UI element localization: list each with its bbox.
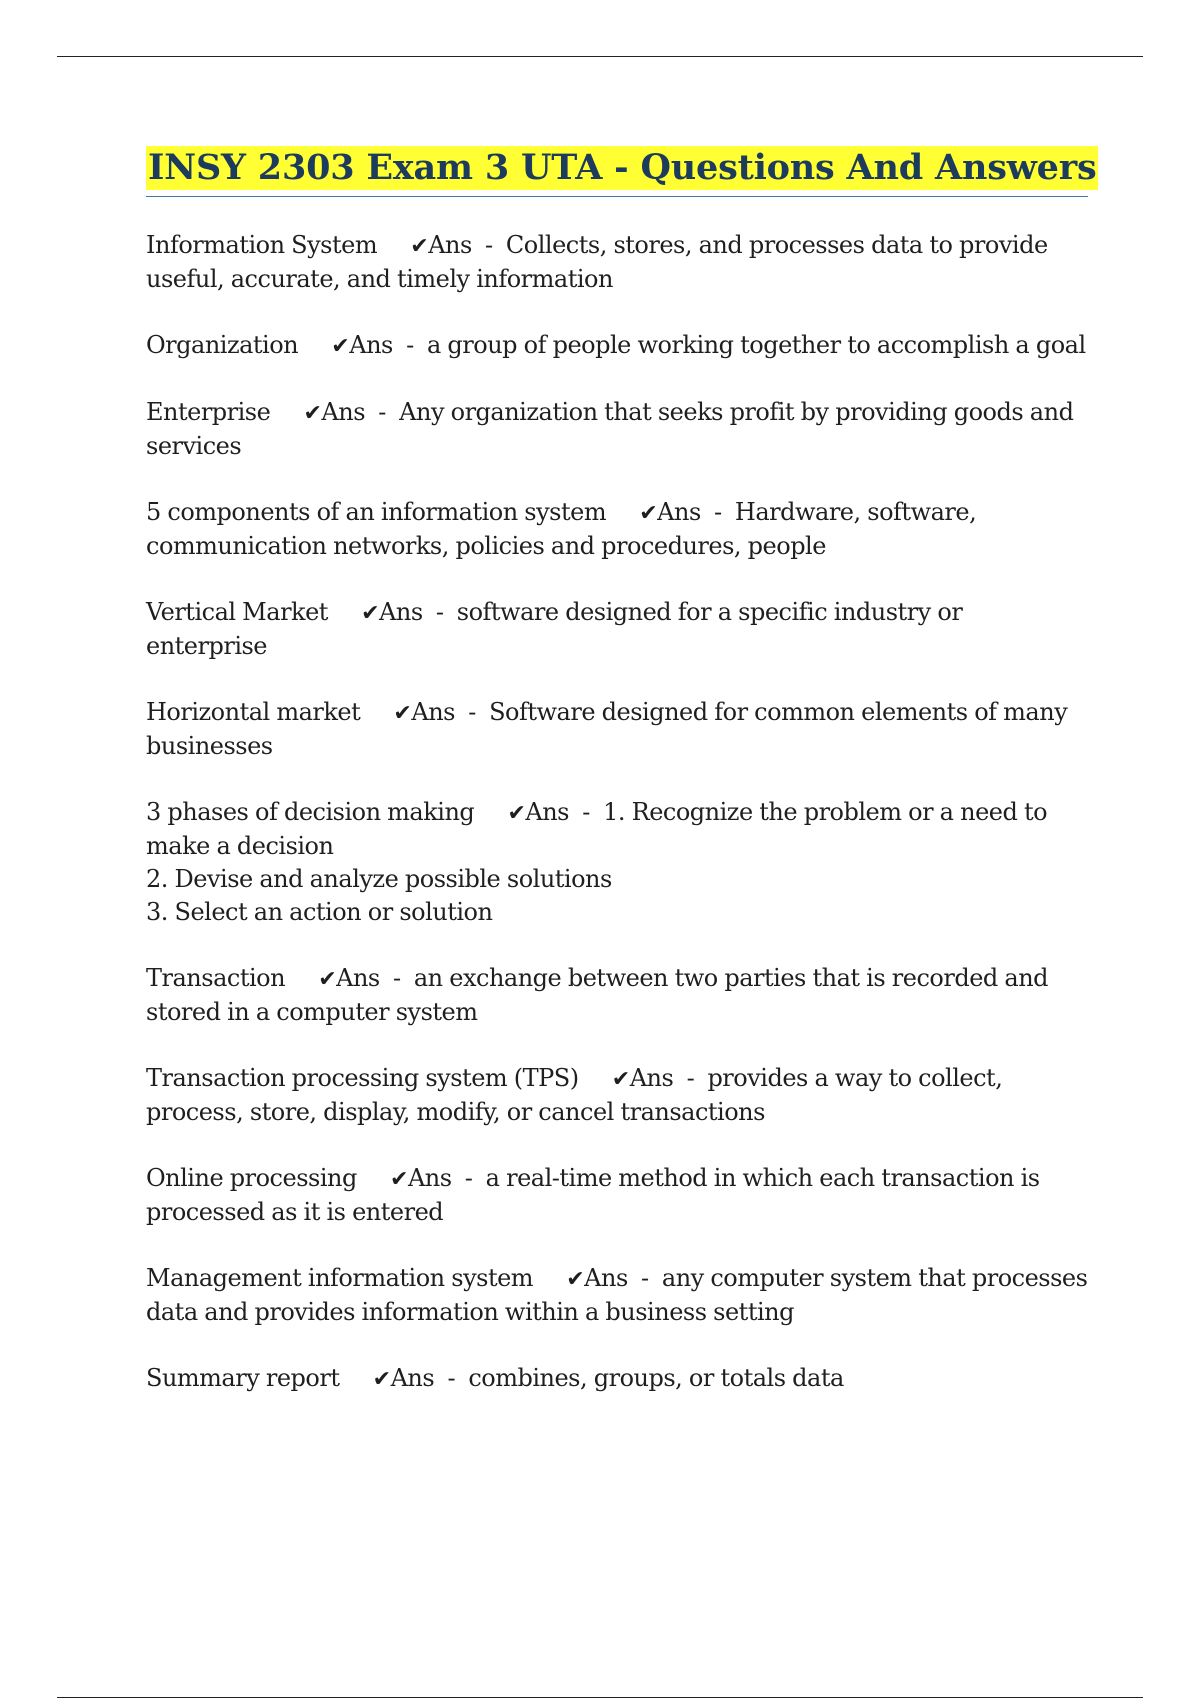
qa-item: Transaction processing system (TPS) ✔Ans - provides a way to collect, process, store, display, modify, or cancel transactions [146,1064,1003,1126]
qa-term: Organization [146,331,299,359]
qa-item: 5 components of an information system ✔Ans - Hardware, software, communication networks, policies and procedures, people [146,498,977,560]
qa-answer-line: 3. Select an action or solution [146,898,493,926]
qa-answer-line: Collects, stores, and processes data to provide useful, accurate, and timely information [146,231,1048,293]
qa-list [146,229,1088,1396]
qa-term: Transaction processing system (TPS) [146,1064,579,1092]
document-title: INSY 2303 Exam 3 UTA - Questions And Answers [148,147,1097,188]
qa-term: 5 components of an information system [146,498,607,526]
checkmark-icon: ✔ [390,1167,408,1192]
qa-term: Management information system [146,1264,534,1292]
checkmark-icon: ✔ [507,801,526,826]
qa-answer-line: Software designed for common elements of many businesses [146,698,1068,760]
header-rule [57,56,1143,57]
qa-answer-line: a real-time method in which each transaction is processed as it is entered [146,1164,1040,1226]
answer-marker: Ans [525,798,569,826]
qa-term: 3 phases of decision making [146,798,475,826]
qa-answer-line: combines, groups, or totals data [468,1364,844,1392]
qa-answer-line: an exchange between two parties that is recorded and stored in a computer system [146,964,1049,1026]
checkmark-icon: ✔ [331,334,350,359]
qa-answer-line: provides a way to collect, process, store, display, modify, or cancel transactions [146,1064,1003,1126]
qa-answer-line: any computer system that processes data and provides information within a business setting [146,1264,1088,1326]
qa-answer-line: a group of people working together to accomplish a goal [426,331,1086,359]
qa-answer-line: Any organization that seeks profit by providing goods and services [146,398,1074,460]
checkmark-icon: ✔ [611,1067,630,1092]
qa-term: Vertical Market [146,598,328,626]
answer-marker: Ans [336,964,380,992]
answer-marker: Ans [657,498,701,526]
document-body [146,146,1097,1396]
checkmark-icon: ✔ [361,601,380,626]
qa-term: Information System [146,231,378,259]
answer-marker: Ans [584,1264,628,1292]
checkmark-icon: ✔ [639,501,658,526]
qa-term: Summary report [146,1364,340,1392]
answer-marker: Ans [428,231,472,259]
qa-item: Management information system ✔Ans - any computer system that processes data and provides information within a business setting [146,1264,1088,1326]
checkmark-icon: ✔ [372,1367,391,1392]
qa-term: Enterprise [146,398,271,426]
qa-term: Horizontal market [146,698,361,726]
answer-marker: Ans [629,1064,674,1092]
qa-term: Transaction [146,964,286,992]
checkmark-icon: ✔ [318,967,337,992]
answer-marker: Ans [321,398,366,426]
checkmark-icon: ✔ [566,1267,585,1292]
title-block [146,146,1097,197]
qa-item: Vertical Market ✔Ans - software designed for a specific industry or enterprise [146,598,963,660]
qa-answer-line: 2. Devise and analyze possible solutions [146,865,612,893]
answer-marker: Ans [390,1364,435,1392]
qa-item: 3 phases of decision making ✔Ans - 1. Recognize the problem or a need to make a decision 2. Devise and analyze possible solutions 3. Select an action or solution [146,796,1088,929]
qa-term: Online processing [146,1164,357,1192]
qa-item: Information System ✔Ans - Collects, stores, and processes data to provide useful, accurate, and timely information [146,231,1048,293]
qa-item: Transaction ✔Ans - an exchange between two parties that is recorded and stored in a computer system [146,964,1049,1026]
qa-item: Organization ✔Ans - a group of people working together to accomplish a goal [146,331,1086,359]
checkmark-icon: ✔ [393,701,412,726]
checkmark-icon: ✔ [303,401,322,426]
answer-marker: Ans [407,1164,452,1192]
qa-item: Summary report ✔Ans - combines, groups, or totals data [146,1364,844,1392]
qa-item: Online processing ✔Ans - a real-time method in which each transaction is processed as it is entered [146,1164,1040,1226]
qa-item: Horizontal market ✔Ans - Software designed for common elements of many businesses [146,698,1068,760]
qa-item: Enterprise ✔Ans - Any organization that seeks profit by providing goods and services [146,398,1074,460]
answer-marker: Ans [349,331,393,359]
checkmark-icon: ✔ [410,234,429,259]
footer-rule [57,1697,1143,1698]
qa-answer-line: Hardware, software, communication networks, policies and procedures, people [146,498,977,560]
qa-answer-line: 1. Recognize the problem or a need to make a decision [146,798,1048,860]
answer-marker: Ans [379,598,423,626]
qa-answer-line: software designed for a specific industry or enterprise [146,598,963,660]
answer-marker: Ans [411,698,455,726]
